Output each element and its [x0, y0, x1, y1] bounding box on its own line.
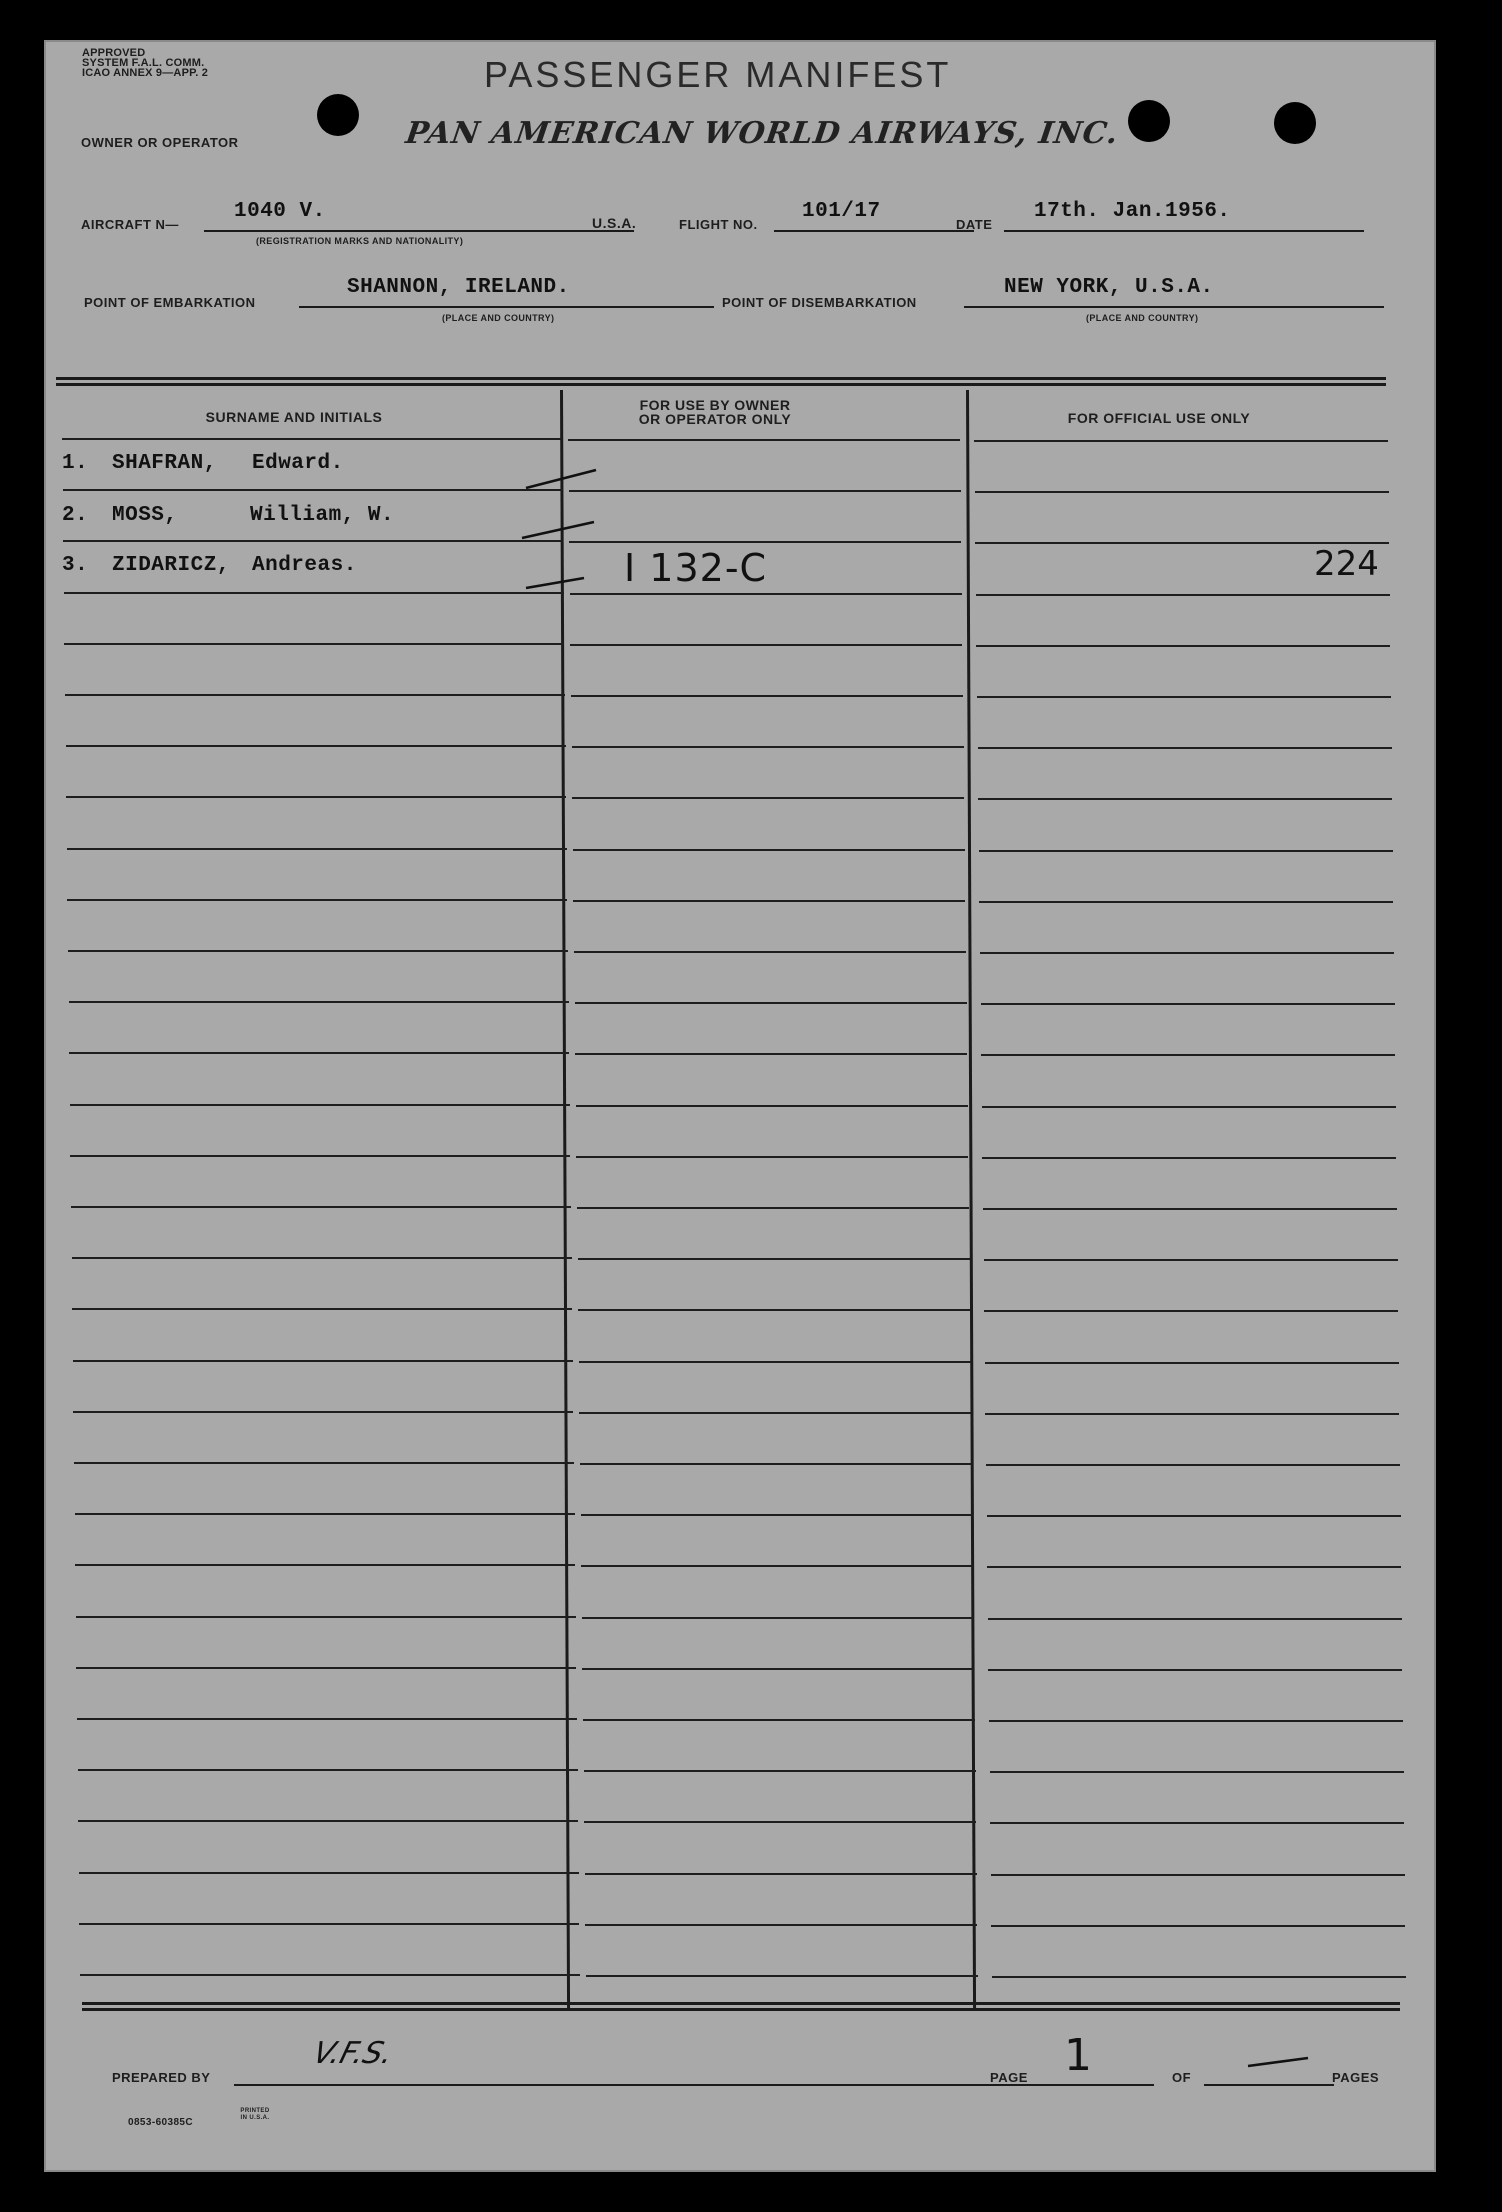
disembarkation-underline [964, 306, 1384, 308]
flight-underline [774, 230, 974, 232]
passenger-3-number: 3. [62, 554, 89, 577]
row-rule [73, 1360, 573, 1362]
row-rule [68, 950, 568, 952]
row-rule [976, 645, 1390, 647]
disembarkation-sublabel: (PLACE AND COUNTRY) [1086, 313, 1199, 323]
row-rule [583, 1719, 975, 1721]
aircraft-underline [204, 230, 634, 232]
footer-rule-bottom [82, 2008, 1400, 2011]
row-rule [69, 1052, 569, 1054]
nationality-value: U.S.A. [592, 215, 637, 231]
row-rule [983, 1208, 1397, 1210]
row-rule [575, 1053, 967, 1055]
header-rule-top [56, 377, 1386, 380]
row-rule [582, 1668, 974, 1670]
punch-hole-right [1274, 102, 1316, 144]
flight-label: FLIGHT NO. [679, 217, 758, 232]
row-rule [575, 1002, 967, 1004]
disembarkation-value: NEW YORK, U.S.A. [1004, 276, 1214, 299]
row-rule [982, 1157, 1396, 1159]
row-rule [77, 1718, 577, 1720]
aircraft-label: AIRCRAFT N— [81, 217, 179, 232]
row-rule [70, 1155, 570, 1157]
pages-label: PAGES [1332, 2070, 1380, 2085]
row-rule [991, 1874, 1405, 1876]
row-rule [572, 746, 964, 748]
row-rule [984, 1310, 1398, 1312]
passenger-3-official-number: 224 [1314, 544, 1379, 584]
row-rule [979, 901, 1393, 903]
row-rule [978, 747, 1392, 749]
row-rule [576, 1105, 968, 1107]
approval-line-2: SYSTEM F.A.L. COMM. [82, 57, 205, 69]
owner-label: OWNER OR OPERATOR [81, 135, 239, 150]
row-rule [64, 643, 564, 645]
manifest-sheet [44, 40, 1436, 2172]
row-rule [586, 1975, 978, 1977]
row-rule [67, 848, 567, 850]
row-rule [581, 1565, 973, 1567]
embarkation-value: SHANNON, IRELAND. [347, 276, 570, 299]
tick-mark-1 [526, 470, 596, 488]
row-rule [579, 1361, 971, 1363]
row-rule [65, 694, 565, 696]
footer-rule-top [82, 2002, 1400, 2005]
page-title: PASSENGER MANIFEST [484, 54, 952, 95]
row-rule [974, 440, 1388, 442]
row-rule [584, 1770, 976, 1772]
total-pages-dash [1244, 2052, 1314, 2072]
row-rule [982, 1106, 1396, 1108]
row-rule [976, 594, 1390, 596]
row-rule [981, 1054, 1395, 1056]
column-divider-2 [966, 390, 976, 2008]
row-rule [75, 1564, 575, 1566]
row-rule [990, 1822, 1404, 1824]
row-rule [79, 1872, 579, 1874]
column-header-owner-line2: OR OPERATOR ONLY [638, 411, 792, 427]
row-rule [984, 1259, 1398, 1261]
row-rule [80, 1974, 580, 1976]
flight-value: 101/17 [802, 200, 881, 223]
row-rule [584, 1821, 976, 1823]
page-number: 1 [1064, 2030, 1092, 2081]
approval-block [82, 48, 208, 78]
header-rule-bottom [56, 383, 1386, 386]
column-divider-1 [560, 390, 570, 2008]
embarkation-sublabel: (PLACE AND COUNTRY) [442, 313, 555, 323]
row-rule [76, 1616, 576, 1618]
row-rule [572, 797, 964, 799]
row-rule [980, 952, 1394, 954]
passenger-3-given: Andreas. [252, 554, 357, 577]
prepared-by-label: PREPARED BY [112, 2070, 211, 2085]
row-rule [75, 1513, 575, 1515]
row-rule [573, 900, 965, 902]
row-rule [975, 491, 1389, 493]
aircraft-sublabel: (REGISTRATION MARKS AND NATIONALITY) [256, 236, 464, 246]
column-header-owner-line1: FOR USE BY OWNER [639, 397, 791, 413]
row-rule [585, 1873, 977, 1875]
row-rule [63, 489, 563, 491]
of-label: OF [1172, 2070, 1192, 2085]
approval-line-3: ICAO ANNEX 9—APP. 2 [82, 67, 209, 79]
row-rule [582, 1617, 974, 1619]
disembarkation-label: POINT OF DISEMBARKATION [722, 295, 917, 310]
row-rule [985, 1413, 1399, 1415]
passenger-2-number: 2. [62, 504, 89, 527]
row-rule [70, 1104, 570, 1106]
row-rule [990, 1771, 1404, 1773]
row-rule [988, 1669, 1402, 1671]
date-label: DATE [956, 217, 993, 232]
total-pages-underline [1204, 2084, 1334, 2086]
passenger-2-surname: MOSS, [112, 504, 178, 527]
row-rule [580, 1463, 972, 1465]
passenger-1-surname: SHAFRAN, [112, 452, 217, 475]
row-rule [66, 796, 566, 798]
form-number: 0853-60385C [128, 2117, 194, 2128]
passenger-2-given: William, W. [250, 504, 395, 527]
aircraft-value: 1040 V. [234, 200, 326, 223]
row-rule [576, 1156, 968, 1158]
prepared-by-initials: V.F.S. [309, 2036, 397, 2071]
column-header-surname: SURNAME AND INITIALS [205, 409, 383, 425]
row-rule [64, 592, 564, 594]
row-rule [585, 1924, 977, 1926]
printed-in-usa: PRINTED IN U.S.A. [240, 2108, 270, 2121]
row-rule [581, 1514, 973, 1516]
row-rule [573, 849, 965, 851]
row-rule [72, 1308, 572, 1310]
row-rule [986, 1464, 1400, 1466]
tick-mark-2 [522, 522, 594, 538]
row-rule [981, 1003, 1395, 1005]
row-rule [571, 695, 963, 697]
punch-hole-center [1128, 100, 1170, 142]
row-rule [63, 540, 563, 542]
row-rule [579, 1412, 971, 1414]
embarkation-underline [299, 306, 714, 308]
row-rule [991, 1925, 1405, 1927]
column-header-official-use: FOR OFFICIAL USE ONLY [1067, 410, 1251, 426]
row-rule [570, 644, 962, 646]
page-label: PAGE [990, 2070, 1028, 2085]
row-rule [985, 1362, 1399, 1364]
row-rule [71, 1206, 571, 1208]
row-rule [74, 1462, 574, 1464]
row-rule [79, 1923, 579, 1925]
owner-value: PAN AMERICAN WORLD AIRWAYS, INC. [403, 116, 1121, 151]
row-rule [992, 1976, 1406, 1978]
prepared-by-underline [234, 2084, 1034, 2086]
passenger-1-number: 1. [62, 452, 89, 475]
row-rule [987, 1515, 1401, 1517]
row-rule [987, 1566, 1401, 1568]
row-rule [67, 899, 567, 901]
row-rule [977, 696, 1391, 698]
embarkation-label: POINT OF EMBARKATION [84, 295, 256, 310]
approval-line-1: APPROVED [82, 47, 146, 59]
row-rule [76, 1667, 576, 1669]
row-rule [988, 1618, 1402, 1620]
row-rule [574, 951, 966, 953]
column-header-owner-use [550, 398, 880, 426]
tick-marks [514, 440, 664, 620]
punch-hole-left [317, 94, 359, 136]
row-rule [62, 438, 562, 440]
date-underline [1004, 230, 1364, 232]
passenger-1-given: Edward. [252, 452, 344, 475]
passenger-3-surname: ZIDARICZ, [112, 554, 230, 577]
row-rule [72, 1257, 572, 1259]
row-rule [78, 1820, 578, 1822]
row-rule [577, 1207, 969, 1209]
row-rule [78, 1769, 578, 1771]
date-value: 17th. Jan.1956. [1034, 200, 1231, 223]
row-rule [66, 745, 566, 747]
row-rule [979, 850, 1393, 852]
passenger-3-owner-note: I 132-C [624, 546, 768, 590]
row-rule [73, 1411, 573, 1413]
tick-mark-3 [526, 578, 584, 588]
row-rule [578, 1258, 970, 1260]
row-rule [989, 1720, 1403, 1722]
page-underline [1034, 2084, 1154, 2086]
row-rule [578, 1309, 970, 1311]
row-rule [978, 798, 1392, 800]
row-rule [69, 1001, 569, 1003]
